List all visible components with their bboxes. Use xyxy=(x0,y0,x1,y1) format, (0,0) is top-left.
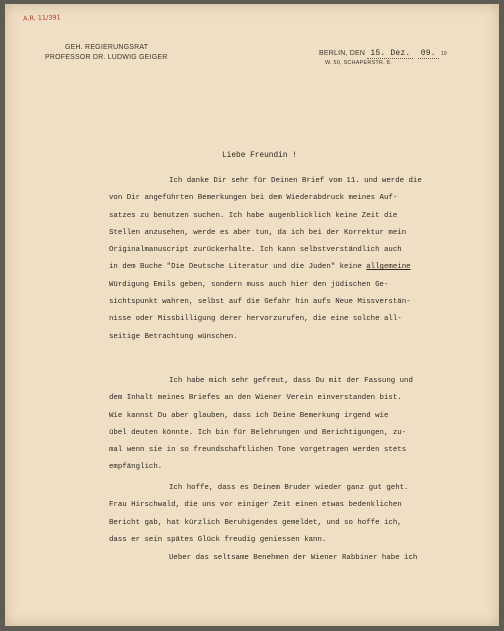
text-line xyxy=(109,259,473,276)
archive-mark: A.R. 11/391 xyxy=(22,13,61,23)
text-segment: in dem Buche "Die Deutsche Literatur und die Juden" keine xyxy=(109,263,367,272)
greeting: Liebe Freundin ! xyxy=(222,152,297,160)
text-line: mal wenn sie in so freundschaftlichen Tone vorgetragen werden stets xyxy=(109,446,407,455)
paragraph-1 xyxy=(109,173,473,346)
date-year: 09. xyxy=(418,49,439,59)
text-line: dem Inhalt meines Briefes an den Wiener Verein einverstanden bist. xyxy=(109,394,402,403)
date-day-month: 15. Dez. xyxy=(367,49,413,59)
text-line: seitige Betrachtung wünschen. xyxy=(109,332,238,341)
text-line: Wie kannst Du aber glauben, dass ich Deine Bemerkung irgend wie xyxy=(109,411,389,420)
text-line: Frau Hirschwald, die uns vor einiger Zeit einen etwas bedenklichen xyxy=(109,501,402,510)
text-line: sichtspunkt wahren, selbst auf die Gefahr hin aufs Neue Missverstän- xyxy=(109,298,411,307)
paragraph-3 xyxy=(109,480,473,549)
text-line: Würdigung Emils geben, sondern muss auch hier den jüdischen Ge- xyxy=(109,280,389,289)
year-prefix: 19 xyxy=(440,51,447,57)
letterhead-name: PROFESSOR DR. LUDWIG GEIGER xyxy=(45,54,168,61)
letterhead-title: GEH. REGIERUNGSRAT xyxy=(65,44,149,51)
paragraph-2 xyxy=(109,373,473,477)
text-line: Ich danke Dir sehr für Deinen Brief vom 11. und werde die xyxy=(169,177,422,185)
text-line: Originalmanuscript zurückerhalte. Ich kann selbstverständlich auch xyxy=(109,246,402,255)
city-label: BERLIN, DEN xyxy=(319,50,366,57)
letter-page xyxy=(5,4,499,626)
letterhead-place-date xyxy=(319,49,447,66)
letterhead-address: W. 50, SCHAPERSTR. 8. xyxy=(325,60,392,66)
text-line: nisse oder Missbilligung derer hervorzurufen, die eine solche all- xyxy=(109,315,402,324)
paragraph-4 xyxy=(109,550,473,567)
text-line: Ueber das seltsame Benehmen der Wiener Rabbiner habe ich xyxy=(169,554,418,562)
text-line: Ich habe mich sehr gefreut, dass Du mit der Fassung und xyxy=(169,377,413,385)
text-line: Bericht gab, hat kürzlich Beruhigendes gemeldet, und so hoffe ich, xyxy=(109,518,402,527)
underlined-word: allgemeine xyxy=(366,263,411,272)
text-line: satzes zu benutzen suchen. Ich habe augenblicklich keine Zeit die xyxy=(109,211,398,220)
text-line: empfänglich. xyxy=(109,463,163,472)
text-line: Ich hoffe, dass es Deinem Bruder wieder ganz gut geht. xyxy=(169,484,409,492)
text-line: von Dir angeführten Bemerkungen bei dem Wiederabdruck meines Auf- xyxy=(109,194,398,203)
text-line: Stellen anzusehen, werde es aber tun, da ich bei der Korrektur mein xyxy=(109,228,407,237)
text-line: dass er sein spätes Glück freudig geniessen kann. xyxy=(109,535,327,544)
text-line: übel deuten könnte. Ich bin für Belehrungen und Berichtigungen, zu- xyxy=(109,428,407,437)
